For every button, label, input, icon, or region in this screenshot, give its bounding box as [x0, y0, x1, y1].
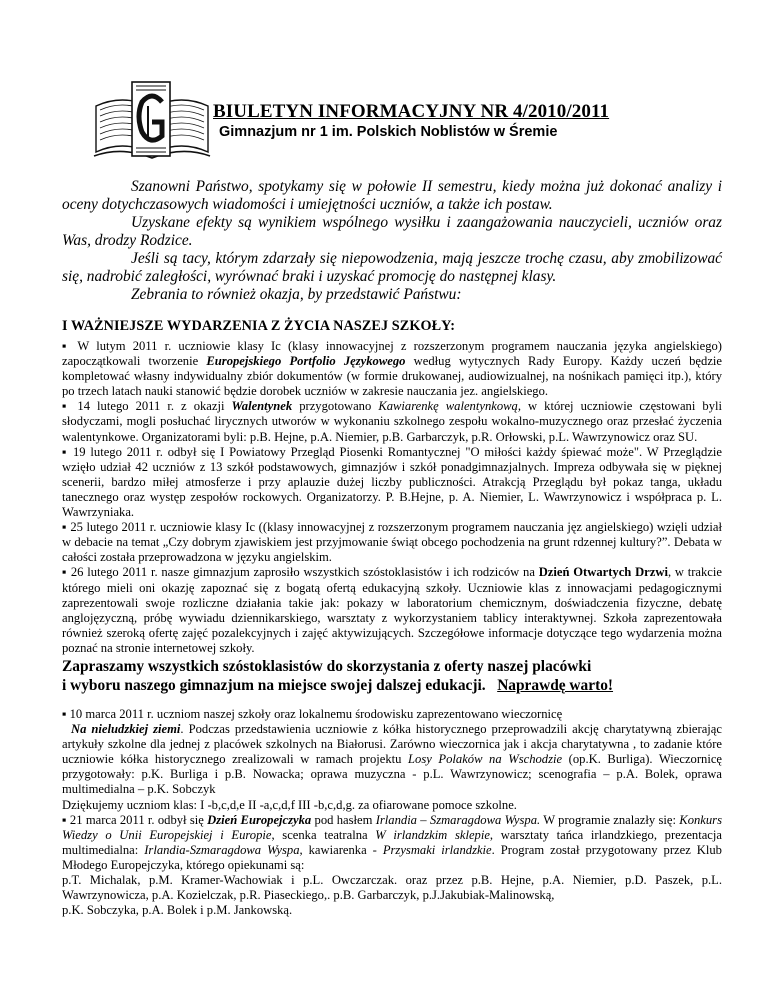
events-section	[62, 318, 722, 918]
event-item: ▪ 25 lutego 2011 r. uczniowie klasy Ic ((klasy innowacyjnej z rozszerzonym programem nauczania jęz angielskiego) wzięli udział w debacie na temat „Czy dobrym zjawiskiem jest przyjmowanie świąt obcego pochodzenia na grunt rdzennej kultury?”. Debata w całości została przeprowadzona w języku angielskim.	[62, 520, 722, 565]
bulletin-title: BIULETYN INFORMACYJNY NR 4/2010/2011	[213, 101, 610, 122]
worth-it-text: Naprawdę warto!	[497, 676, 614, 694]
invitation-note: Zapraszamy wszystkich szóstoklasistów do skorzystania z oferty naszej placówki i wyboru naszego gimnazjum na miejsce swojej dalszej edukacji. Naprawdę warto!	[62, 657, 614, 694]
events-list-continued	[62, 707, 722, 918]
event-item: ▪ 14 lutego 2011 r. z okazji Walentynek przygotowano Kawiarenkę walentynkową, w której uczniowie częstowani byli słodyczami, mogli posłuchać lirycznych utworów w wykonaniu szkolnego zespołu wokalno-muzycznego oraz przesłać życzenia walentynkowe. Organizatorami byli: p.B. Hejne, p.A. Niemier, p.B. Garbarczyk, p.R. Orłowski, p.L. Wawrzynowicz oraz SU.	[62, 399, 722, 444]
school-name: Gimnazjum nr 1 im. Polskich Noblistów w Śremie	[219, 124, 558, 140]
event-highlight: Dzień Otwartych Drzwi	[538, 565, 668, 580]
event-item: ▪ 21 marca 2011 r. odbył się Dzień Europejczyka pod hasłem Irlandia – Szmaragdowa Wyspa. W programie znalazły się: Konkurs Wiedzy o Unii Europejskiej i Europie, scenka teatralna W irlandzkim sklepie, warsztaty tańca irlandzkiego, prezentacja multimedialna: Irlandia-Szmaragdowa Wyspa, kawiarenka - Przysmaki irlandzkie. Program został przygotowany przez Klub Młodego Europejczyka, którego opiekunami są:	[62, 812, 722, 872]
intro-paragraph: Szanowni Państwo, spotykamy się w połowie II semestru, kiedy można już dokonać analizy i oceny dotychczasowych wiadomości i umiejętności uczniów, a także ich postaw.	[62, 178, 722, 213]
organizers-line: p.K. Sobczyka, p.A. Bolek i p.M. Jankowską.	[62, 903, 293, 918]
organizers-line: p.T. Michalak, p.M. Kramer-Wachowiak i p.L. Owczarczak. oraz przez p.B. Hejne, p.A. Niemier, p.D. Paszek, p.L. Wawrzynowicza, p.A. Kozielczak, p.R. Piaseckiego,. p.B. Garbarczyk, p.J.Jakubiak-Malinowską,	[62, 873, 722, 903]
intro-paragraph: Zebrania to również okazja, by przedstawić Państwu:	[131, 286, 462, 303]
event-item: ▪ 10 marca 2011 r. uczniom naszej szkoły oraz lokalnemu środowisku zaprezentowano wieczornicę	[62, 706, 563, 721]
section-heading: I WAŻNIEJSZE WYDARZENIA Z ŻYCIA NASZEJ SZKOŁY:	[62, 318, 456, 334]
events-list	[62, 339, 722, 656]
intro-paragraph: Jeśli są tacy, którym zdarzały się niepowodzenia, mają jeszcze trochę czasu, aby zmobilizować się, nadrobić zaległości, wyrównać braki i uzyskać promocję do następnej klasy.	[62, 250, 722, 285]
event-item: ▪ 26 lutego 2011 r. nasze gimnazjum zaprosiło wszystkich szóstoklasistów i ich rodziców na Dzień Otwartych Drzwi, w trakcie którego mieli oni okazję zapoznać się z bogatą ofertą edukacyjną szkoły. Uczniowie klas z innowacjami pedagogicznymi zaprezentowali swoje rozliczne działania takie jak: pokazy w laboratorium chemicznym, doświadczenia fizyczne, debatę anglojęzyczną, próbę wywiadu dziennikarskiego, warsztaty z wykorzystaniem tablicy interaktywnej. Szkoła zaprezentowała również szeroką ofertę zajęć pozalekcyjnych i zajęć aktywizujących. Szczegółowe informacje dotyczące tego wydarzenia można poznać na stronie internetowej szkoły.	[62, 565, 722, 655]
event-highlight: Europejskiego Portfolio Językowego	[206, 354, 406, 369]
school-logo-book-icon	[92, 76, 212, 162]
event-item: ▪ 19 lutego 2011 r. odbył się I Powiatowy Przegląd Piosenki Romantycznej "O miłości każdy śpiewać może". W Przeglądzie wzięło udział 42 uczniów z 13 szkół podstawowych, gimnazjów i szkół ponadgimnazjalnych. Impreza odbywała się w pięknej scenerii, bardzo miłej atmosferze i przy aplauzie dużej liczby publiczności. Atrakcją Przeglądu był pokaz tanga, układu tanecznego oraz występ zespołów rockowych. Organizatorzy. P. B.Hejne, p. A. Niemier, L. Wawrzynowicz i współpraca p. L. Wawrzyniaka.	[62, 444, 722, 520]
event-highlight: Na nieludzkiej ziemi	[71, 722, 181, 737]
thanks-line: Dziękujemy uczniom klas: I -b,c,d,e II -a,c,d,f III -b,c,d,g. za ofiarowane pomoce szkolne.	[62, 797, 517, 812]
event-highlight: Dzień Europejczyka	[207, 812, 312, 827]
event-highlight: Walentynek	[231, 399, 293, 414]
intro-letter	[62, 178, 722, 304]
intro-paragraph: Uzyskane efekty są wynikiem wspólnego wysiłku i zaangażowania nauczycieli, uczniów oraz Was, drodzy Rodzice.	[62, 214, 722, 249]
event-item-continued: Na nieludzkiej ziemi. Podczas przedstawienia uczniowie z kółka historycznego przeprowadzili akcję charytatywną zbierając artykuły szkolne dla jednej z placówek szkolnych na Białorusi. Zarówno wieczornica jak i akcja charytatywna , to zadanie które uczniowie kółka historycznego zrealizowali w ramach projektu Losy Polaków na Wschodzie (op.K. Burliga). Wieczornicę przygotowały: p.K. Burliga i p.B. Nowacka; oprawa muzyczna - p.L. Wawrzynowicz; scenografia – p.A. Bolek, oprawa multimedialna – p.K. Sobczyk	[62, 722, 722, 797]
event-item: ▪ W lutym 2011 r. uczniowie klasy Ic (klasy innowacyjnej z rozszerzonym programem nauczania języka angielskiego) zapoczątkowali tworzenie Europejskiego Portfolio Językowego według wytycznych Rady Europy. Każdy uczeń będzie kompletować własny indywidualny zbiór dokumentów (w formie drukowanej, audiowizualnej, na nośnikach pamięci itp.), który po trzech latach nauki stanowić będzie dorobek uczniów w zakresie nauczania jez. angielskiego.	[62, 339, 722, 399]
